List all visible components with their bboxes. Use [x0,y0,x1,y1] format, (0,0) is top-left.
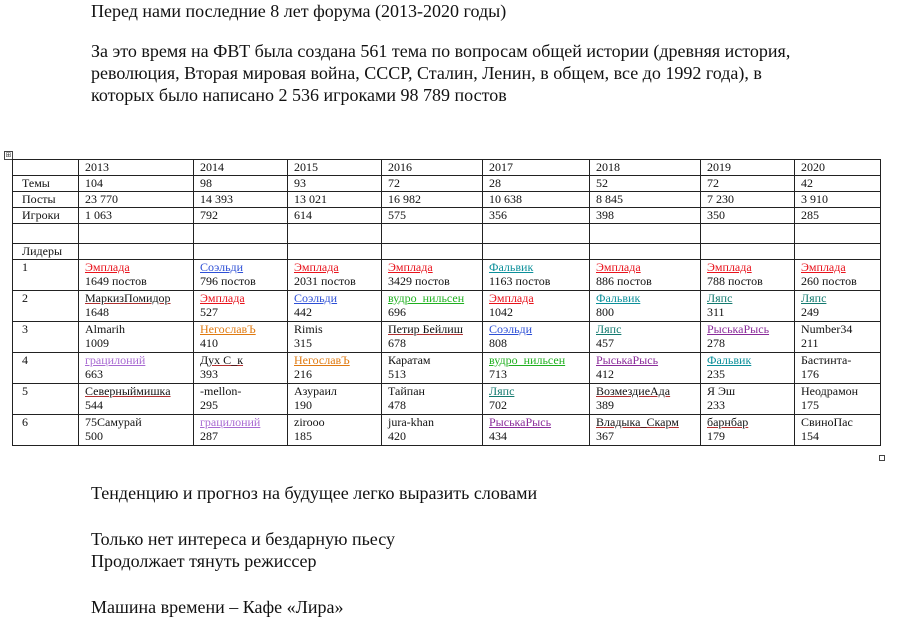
leader-cell [288,353,382,384]
post-count: 702 [489,398,507,412]
empty-cell [79,224,194,244]
post-count: 527 [200,305,218,319]
table-cell: 3 910 [795,192,881,208]
post-count: 442 [294,305,312,319]
leader-cell [795,415,881,446]
leader-cell [483,353,590,384]
leader-cell [288,384,382,415]
leader-row [13,291,881,322]
forum-stats-table [12,159,881,446]
leader-cell [382,291,483,322]
leader-name: Ляпс [801,291,827,305]
leader-cell [590,291,701,322]
table-cell: 350 [701,208,795,224]
leaders-label-row [13,244,881,260]
rank-cell: 2 [13,291,79,322]
leader-name: вудро_нильсен [388,291,465,305]
leader-name: барнбар [707,415,749,429]
leader-cell [701,353,795,384]
leader-cell [483,260,590,291]
leader-name: Дух С_к [200,353,244,367]
leader-cell [79,384,194,415]
leader-cell [79,353,194,384]
post-count: 420 [388,429,406,443]
leader-cell [382,353,483,384]
post-count: 1648 [85,305,109,319]
leader-name: грацилоний [85,353,146,367]
table-cell: 356 [483,208,590,224]
leader-name: НегославЪ [294,353,350,367]
table-cell: 1 063 [79,208,194,224]
leader-cell [795,322,881,353]
post-count: 696 [388,305,406,319]
leader-name: СвиноПас [801,415,853,429]
table-cell: 72 [701,176,795,192]
leaders-label-cell: Лидеры [13,244,79,260]
empty-cell [288,244,382,260]
post-count: 434 [489,429,507,443]
leader-name: РыськаРысь [489,415,552,429]
empty-cell [382,224,483,244]
table-row [13,192,881,208]
leader-name: Эмплада [85,260,130,274]
leader-row [13,260,881,291]
table-cell: 398 [590,208,701,224]
leader-name: Almarih [85,322,125,336]
leader-cell [79,291,194,322]
post-count: 311 [707,305,725,319]
leader-name: РыськаРысь [596,353,659,367]
post-count: 500 [85,429,103,443]
post-count: 211 [801,336,819,350]
leader-name: Владыка_Скарм [596,415,679,429]
empty-cell [483,224,590,244]
leader-name: Эмплада [294,260,339,274]
table-cell: 93 [288,176,382,192]
leader-name: Каратам [388,353,431,367]
leader-name: zirooo [294,415,325,429]
post-count: 2031 постов [294,274,356,288]
song-credit: Машина времени – Кафе «Лира» [91,597,344,617]
leader-cell [382,260,483,291]
leader-cell [590,322,701,353]
empty-cell [701,244,795,260]
empty-cell [194,224,288,244]
leader-name: jura-khan [388,415,434,429]
leader-cell [701,260,795,291]
leader-name: Ляпс [596,322,622,336]
post-count: 185 [294,429,312,443]
leader-name: Эмплада [200,291,245,305]
rank-cell: 5 [13,384,79,415]
post-count: 457 [596,336,614,350]
leader-name: МаркизПомидор [85,291,171,305]
table-cell: 28 [483,176,590,192]
lyric-line: Только нет интереса и бездарную пьесу [91,529,395,549]
table-cell: 98 [194,176,288,192]
leader-cell [701,384,795,415]
post-count: 1009 [85,336,109,350]
post-count: 287 [200,429,218,443]
post-count: 663 [85,367,103,381]
post-count: 278 [707,336,725,350]
table-cell: 7 230 [701,192,795,208]
post-count: 367 [596,429,614,443]
rank-cell: 1 [13,260,79,291]
year-header-cell: 2014 [194,160,288,176]
post-count: 1163 постов [489,274,551,288]
leader-name: Ляпс [489,384,515,398]
leader-name: Неодрамон [801,384,859,398]
leader-cell [483,291,590,322]
leader-cell [590,353,701,384]
leader-cell [288,415,382,446]
intro-paragraph [91,40,891,106]
intro-line: За это время на ФВТ была создана 561 тема по вопросам общей истории (древняя история, [91,41,791,61]
post-count: 788 постов [707,274,763,288]
table-header-row [13,160,881,176]
leader-cell [79,260,194,291]
post-count: 154 [801,429,819,443]
leader-name: Ляпс [707,291,733,305]
year-header-cell: 2020 [795,160,881,176]
post-count: 295 [200,398,218,412]
leader-cell [288,291,382,322]
leader-cell [795,353,881,384]
leader-name: Бастинта- [801,353,852,367]
empty-cell [483,244,590,260]
year-header-cell: 2016 [382,160,483,176]
leader-cell [483,322,590,353]
leader-name: Я Эш [707,384,736,398]
post-count: 216 [294,367,312,381]
leader-cell [194,415,288,446]
leader-cell [590,384,701,415]
leader-row [13,415,881,446]
leader-name: ВозмездиеАда [596,384,671,398]
table-cell: 104 [79,176,194,192]
row-label-cell: Игроки [13,208,79,224]
rank-cell: 6 [13,415,79,446]
post-count: 544 [85,398,103,412]
post-count: 808 [489,336,507,350]
leader-name: Эмплада [707,260,752,274]
post-count: 175 [801,398,819,412]
table-row [13,208,881,224]
post-count: 796 постов [200,274,256,288]
header-corner-cell [13,160,79,176]
post-count: 249 [801,305,819,319]
leader-cell [795,384,881,415]
leader-name: Соэльди [200,260,244,274]
post-count: 1649 постов [85,274,147,288]
table-cell: 72 [382,176,483,192]
post-count: 233 [707,398,725,412]
post-count: 410 [200,336,218,350]
post-count: 315 [294,336,312,350]
table-cell: 14 393 [194,192,288,208]
leader-name: Фальвик [596,291,641,305]
post-count: 235 [707,367,725,381]
table-cell: 52 [590,176,701,192]
empty-cell [288,224,382,244]
empty-cell [79,244,194,260]
year-header-cell: 2018 [590,160,701,176]
leader-row [13,353,881,384]
table-cell: 13 021 [288,192,382,208]
empty-cell [382,244,483,260]
leader-cell [701,322,795,353]
leader-row [13,322,881,353]
leader-name: Петир Бейлиш [388,322,463,336]
table-row [13,176,881,192]
leader-cell [483,415,590,446]
leader-name: грацилоний [200,415,261,429]
table-cell: 575 [382,208,483,224]
leader-cell [288,260,382,291]
post-count: 478 [388,398,406,412]
table-cell: 16 982 [382,192,483,208]
table-spacer-row [13,224,881,244]
leader-name: Северныймишка [85,384,171,398]
leader-name: Азураил [294,384,337,398]
leader-cell [701,291,795,322]
year-header-cell: 2017 [483,160,590,176]
post-count: 678 [388,336,406,350]
table-cell: 614 [288,208,382,224]
empty-cell [795,224,881,244]
leader-name: Эмплада [489,291,534,305]
empty-cell [194,244,288,260]
post-count: 393 [200,367,218,381]
empty-cell [590,224,701,244]
leader-cell [701,415,795,446]
year-header-cell: 2013 [79,160,194,176]
year-header-cell: 2019 [701,160,795,176]
table-cell: 792 [194,208,288,224]
leader-cell [194,322,288,353]
trend-sentence: Тенденцию и прогноз на будущее легко выразить словами [91,483,538,503]
leader-row [13,384,881,415]
empty-cell [590,244,701,260]
leader-cell [382,415,483,446]
empty-cell [795,244,881,260]
leader-name: Соэльди [294,291,338,305]
table-cell: 23 770 [79,192,194,208]
leader-name: Number34 [801,322,853,336]
leader-name: Тайпан [388,384,425,398]
leader-name: Эмплада [388,260,433,274]
post-count: 800 [596,305,614,319]
post-count: 176 [801,367,819,381]
leader-cell [194,260,288,291]
leader-name: РыськаРысь [707,322,770,336]
leader-cell [194,353,288,384]
leader-cell [590,415,701,446]
leader-cell [795,260,881,291]
leader-cell [483,384,590,415]
leader-name: -mellon- [200,384,242,398]
leader-name: НегославЪ [200,322,256,336]
leader-cell [382,322,483,353]
table-cell: 8 845 [590,192,701,208]
intro-line: революция, Вторая мировая война, СССР, Сталин, Ленин, в общем, все до 1992 года), в [91,63,762,83]
leader-name: Фальвик [707,353,752,367]
post-count: 389 [596,398,614,412]
leader-name: Эмплада [801,260,846,274]
leader-name: 75Самурай [85,415,142,429]
leader-name: Эмплада [596,260,641,274]
leader-cell [382,384,483,415]
post-count: 179 [707,429,725,443]
leader-cell [590,260,701,291]
rank-cell: 3 [13,322,79,353]
leader-cell [194,291,288,322]
row-label-cell: Темы [13,176,79,192]
post-count: 260 постов [801,274,857,288]
post-count: 412 [596,367,614,381]
year-header-cell: 2015 [288,160,382,176]
leader-cell [79,415,194,446]
lyric-line: Продолжает тянуть режиссер [91,551,317,571]
empty-cell [701,224,795,244]
table-cell: 42 [795,176,881,192]
table-move-handle-icon[interactable]: ⊞ [5,151,12,159]
post-count: 713 [489,367,507,381]
table-resize-handle[interactable] [879,455,885,461]
post-count: 190 [294,398,312,412]
leader-cell [795,291,881,322]
table-cell: 285 [795,208,881,224]
row-label-cell: Посты [13,192,79,208]
post-count: 886 постов [596,274,652,288]
intro-line: которых было написано 2 536 игроками 98 789 постов [91,85,507,105]
leader-name: Фальвик [489,260,534,274]
leader-cell [194,384,288,415]
post-count: 513 [388,367,406,381]
empty-cell [13,224,79,244]
leader-name: Rimis [294,322,323,336]
table-cell: 10 638 [483,192,590,208]
post-count: 1042 [489,305,513,319]
rank-cell: 4 [13,353,79,384]
heading: Перед нами последние 8 лет форума (2013-2020 годы) [91,1,507,21]
post-count: 3429 постов [388,274,450,288]
leader-name: вудро_нильсен [489,353,566,367]
leader-cell [79,322,194,353]
leader-name: Соэльди [489,322,533,336]
leader-cell [288,322,382,353]
